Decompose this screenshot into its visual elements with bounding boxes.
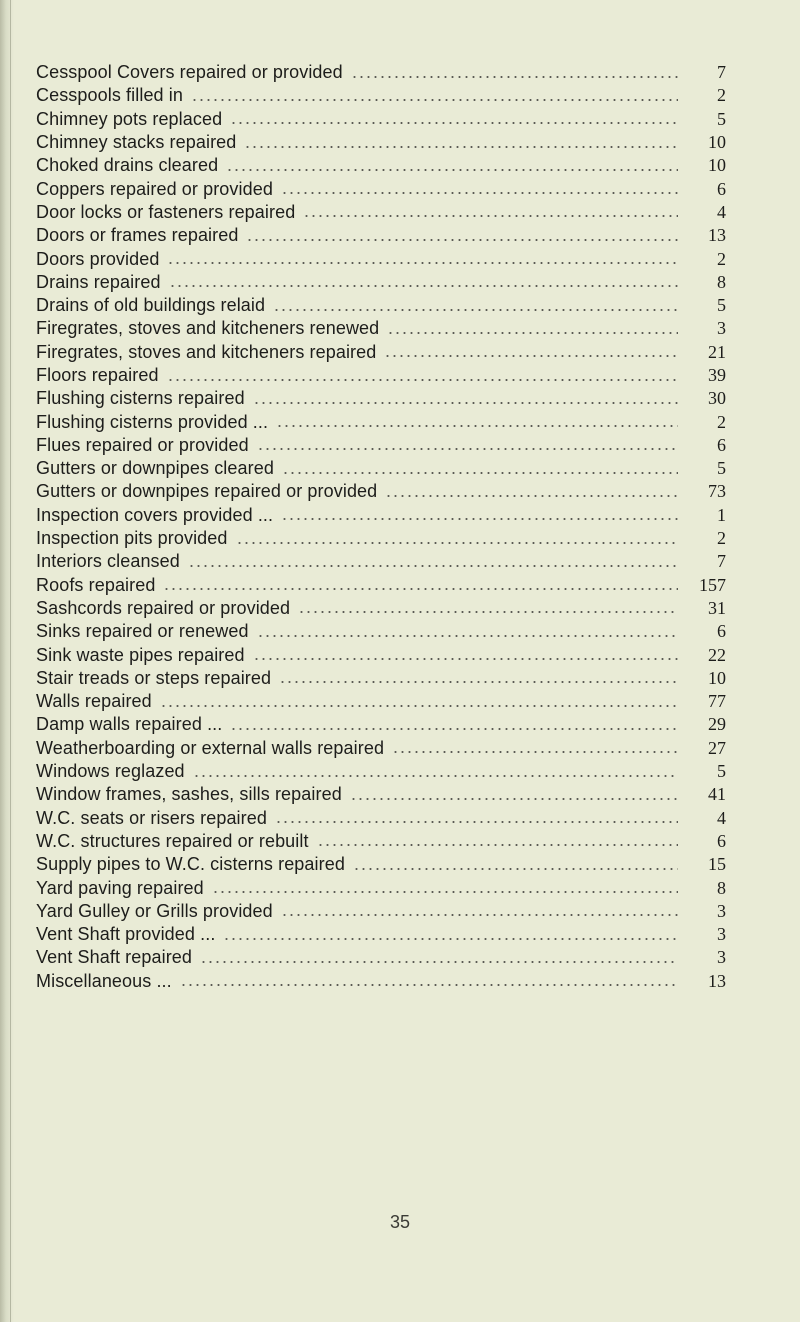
table-row bbox=[36, 457, 726, 480]
page-number: 35 bbox=[389, 1212, 411, 1232]
table-row bbox=[36, 504, 726, 527]
table-row bbox=[36, 387, 726, 410]
row-label: W.C. seats or risers repaired bbox=[36, 808, 275, 829]
dot-leader bbox=[230, 716, 678, 734]
row-value: 157 bbox=[678, 575, 726, 596]
dot-leader bbox=[385, 483, 678, 501]
row-label: Coppers repaired or provided bbox=[36, 179, 281, 200]
row-label: Walls repaired bbox=[36, 691, 160, 712]
table-row bbox=[36, 527, 726, 550]
row-label: Cesspool Covers repaired or provided bbox=[36, 62, 351, 83]
table-row bbox=[36, 317, 726, 340]
row-label: Chimney stacks repaired bbox=[36, 132, 244, 153]
dot-leader bbox=[193, 763, 678, 781]
dot-leader bbox=[244, 134, 678, 152]
dot-leader bbox=[384, 343, 678, 361]
row-label: Interiors cleansed bbox=[36, 551, 188, 572]
row-value: 2 bbox=[678, 249, 726, 270]
row-value: 5 bbox=[678, 109, 726, 130]
row-label: Door locks or fasteners repaired bbox=[36, 202, 303, 223]
row-value: 41 bbox=[678, 784, 726, 805]
table-row bbox=[36, 201, 726, 224]
row-value: 6 bbox=[678, 435, 726, 456]
dot-leader bbox=[257, 623, 678, 641]
table-row bbox=[36, 807, 726, 830]
dot-leader bbox=[180, 972, 678, 990]
row-label: Miscellaneous ... bbox=[36, 971, 180, 992]
row-value: 8 bbox=[678, 272, 726, 293]
table-row bbox=[36, 177, 726, 200]
row-value: 29 bbox=[678, 714, 726, 735]
page-edge-shadow bbox=[0, 0, 14, 1322]
table-row bbox=[36, 480, 726, 503]
row-value: 7 bbox=[678, 551, 726, 572]
table-row bbox=[36, 550, 726, 573]
page-crease-line bbox=[10, 0, 11, 1322]
table-row bbox=[36, 900, 726, 923]
row-label: Sinks repaired or renewed bbox=[36, 621, 257, 642]
row-label: Gutters or downpipes cleared bbox=[36, 458, 282, 479]
table-row bbox=[36, 294, 726, 317]
table-row bbox=[36, 574, 726, 597]
row-value: 73 bbox=[678, 481, 726, 502]
row-label: Inspection pits provided bbox=[36, 528, 236, 549]
row-label: Windows reglazed bbox=[36, 761, 193, 782]
row-value: 3 bbox=[678, 901, 726, 922]
row-value: 6 bbox=[678, 179, 726, 200]
table-row bbox=[36, 434, 726, 457]
dot-leader bbox=[303, 203, 678, 221]
table-row bbox=[36, 620, 726, 643]
dot-leader bbox=[169, 273, 678, 291]
table-row bbox=[36, 271, 726, 294]
row-label: Chimney pots replaced bbox=[36, 109, 230, 130]
row-value: 2 bbox=[678, 412, 726, 433]
dot-leader bbox=[230, 110, 678, 128]
dot-leader bbox=[223, 926, 678, 944]
row-value: 3 bbox=[678, 318, 726, 339]
dot-leader bbox=[392, 739, 678, 757]
dot-leader bbox=[188, 553, 678, 571]
dot-leader bbox=[276, 413, 678, 431]
table-row bbox=[36, 923, 726, 946]
table-row bbox=[36, 737, 726, 760]
row-label: Inspection covers provided ... bbox=[36, 505, 281, 526]
dot-leader bbox=[317, 832, 678, 850]
dot-leader bbox=[282, 460, 678, 478]
row-label: Doors provided bbox=[36, 249, 167, 270]
row-value: 10 bbox=[678, 155, 726, 176]
table-row bbox=[36, 61, 726, 84]
row-label: Firegrates, stoves and kitcheners repaired bbox=[36, 342, 384, 363]
table-row bbox=[36, 154, 726, 177]
dot-leader bbox=[167, 367, 678, 385]
row-value: 8 bbox=[678, 878, 726, 899]
row-value: 30 bbox=[678, 388, 726, 409]
row-label: Vent Shaft repaired bbox=[36, 947, 200, 968]
row-label: Supply pipes to W.C. cisterns repaired bbox=[36, 854, 353, 875]
row-label: Sink waste pipes repaired bbox=[36, 645, 253, 666]
table-row bbox=[36, 667, 726, 690]
table-row bbox=[36, 364, 726, 387]
dot-leader bbox=[353, 856, 678, 874]
row-value: 5 bbox=[678, 458, 726, 479]
row-value: 1 bbox=[678, 505, 726, 526]
table-row bbox=[36, 830, 726, 853]
dot-leader bbox=[236, 530, 678, 548]
row-label: Doors or frames repaired bbox=[36, 225, 246, 246]
row-value: 21 bbox=[678, 342, 726, 363]
table-row bbox=[36, 853, 726, 876]
row-value: 27 bbox=[678, 738, 726, 759]
table-row bbox=[36, 643, 726, 666]
row-label: Drains of old buildings relaid bbox=[36, 295, 273, 316]
table-row bbox=[36, 341, 726, 364]
dot-leader bbox=[226, 157, 678, 175]
row-value: 22 bbox=[678, 645, 726, 666]
dot-leader bbox=[298, 599, 678, 617]
row-label: Flushing cisterns provided ... bbox=[36, 412, 276, 433]
table-row bbox=[36, 224, 726, 247]
row-value: 3 bbox=[678, 924, 726, 945]
repairs-table bbox=[36, 61, 726, 993]
table-row bbox=[36, 108, 726, 131]
dot-leader bbox=[212, 879, 678, 897]
dot-leader bbox=[257, 436, 678, 454]
row-label: Flues repaired or provided bbox=[36, 435, 257, 456]
dot-leader bbox=[281, 506, 678, 524]
table-row bbox=[36, 970, 726, 993]
table-row bbox=[36, 247, 726, 270]
row-value: 3 bbox=[678, 947, 726, 968]
dot-leader bbox=[281, 180, 678, 198]
row-label: Damp walls repaired ... bbox=[36, 714, 230, 735]
row-label: Roofs repaired bbox=[36, 575, 163, 596]
row-label: Sashcords repaired or provided bbox=[36, 598, 298, 619]
dot-leader bbox=[200, 949, 678, 967]
dot-leader bbox=[281, 902, 678, 920]
row-label: Drains repaired bbox=[36, 272, 169, 293]
row-label: Window frames, sashes, sills repaired bbox=[36, 784, 350, 805]
dot-leader bbox=[273, 297, 678, 315]
row-value: 15 bbox=[678, 854, 726, 875]
row-value: 4 bbox=[678, 808, 726, 829]
row-label: Weatherboarding or external walls repaired bbox=[36, 738, 392, 759]
row-label: Floors repaired bbox=[36, 365, 167, 386]
row-label: Stair treads or steps repaired bbox=[36, 668, 279, 689]
row-label: Choked drains cleared bbox=[36, 155, 226, 176]
dot-leader bbox=[279, 669, 678, 687]
row-value: 31 bbox=[678, 598, 726, 619]
row-label: Vent Shaft provided ... bbox=[36, 924, 223, 945]
row-value: 13 bbox=[678, 225, 726, 246]
table-row bbox=[36, 597, 726, 620]
table-row bbox=[36, 946, 726, 969]
row-label: Cesspools filled in bbox=[36, 85, 191, 106]
row-value: 5 bbox=[678, 295, 726, 316]
table-row bbox=[36, 713, 726, 736]
table-row bbox=[36, 131, 726, 154]
dot-leader bbox=[275, 809, 678, 827]
table-row bbox=[36, 690, 726, 713]
dot-leader bbox=[163, 576, 678, 594]
row-label: Yard paving repaired bbox=[36, 878, 212, 899]
table-row bbox=[36, 84, 726, 107]
row-value: 39 bbox=[678, 365, 726, 386]
row-label: Yard Gulley or Grills provided bbox=[36, 901, 281, 922]
dot-leader bbox=[351, 64, 678, 82]
row-value: 4 bbox=[678, 202, 726, 223]
dot-leader bbox=[191, 87, 678, 105]
dot-leader bbox=[387, 320, 678, 338]
dot-leader bbox=[350, 786, 678, 804]
row-label: Flushing cisterns repaired bbox=[36, 388, 253, 409]
dot-leader bbox=[167, 250, 678, 268]
row-value: 6 bbox=[678, 621, 726, 642]
dot-leader bbox=[253, 646, 678, 664]
row-value: 10 bbox=[678, 668, 726, 689]
dot-leader bbox=[160, 693, 678, 711]
table-row bbox=[36, 760, 726, 783]
row-value: 77 bbox=[678, 691, 726, 712]
row-value: 5 bbox=[678, 761, 726, 782]
table-row bbox=[36, 783, 726, 806]
table-row bbox=[36, 876, 726, 899]
dot-leader bbox=[246, 227, 678, 245]
row-value: 2 bbox=[678, 85, 726, 106]
row-label: Gutters or downpipes repaired or provided bbox=[36, 481, 385, 502]
row-label: W.C. structures repaired or rebuilt bbox=[36, 831, 317, 852]
row-value: 13 bbox=[678, 971, 726, 992]
row-value: 6 bbox=[678, 831, 726, 852]
row-label: Firegrates, stoves and kitcheners renewed bbox=[36, 318, 387, 339]
table-row bbox=[36, 410, 726, 433]
row-value: 2 bbox=[678, 528, 726, 549]
row-value: 10 bbox=[678, 132, 726, 153]
dot-leader bbox=[253, 390, 678, 408]
row-value: 7 bbox=[678, 62, 726, 83]
